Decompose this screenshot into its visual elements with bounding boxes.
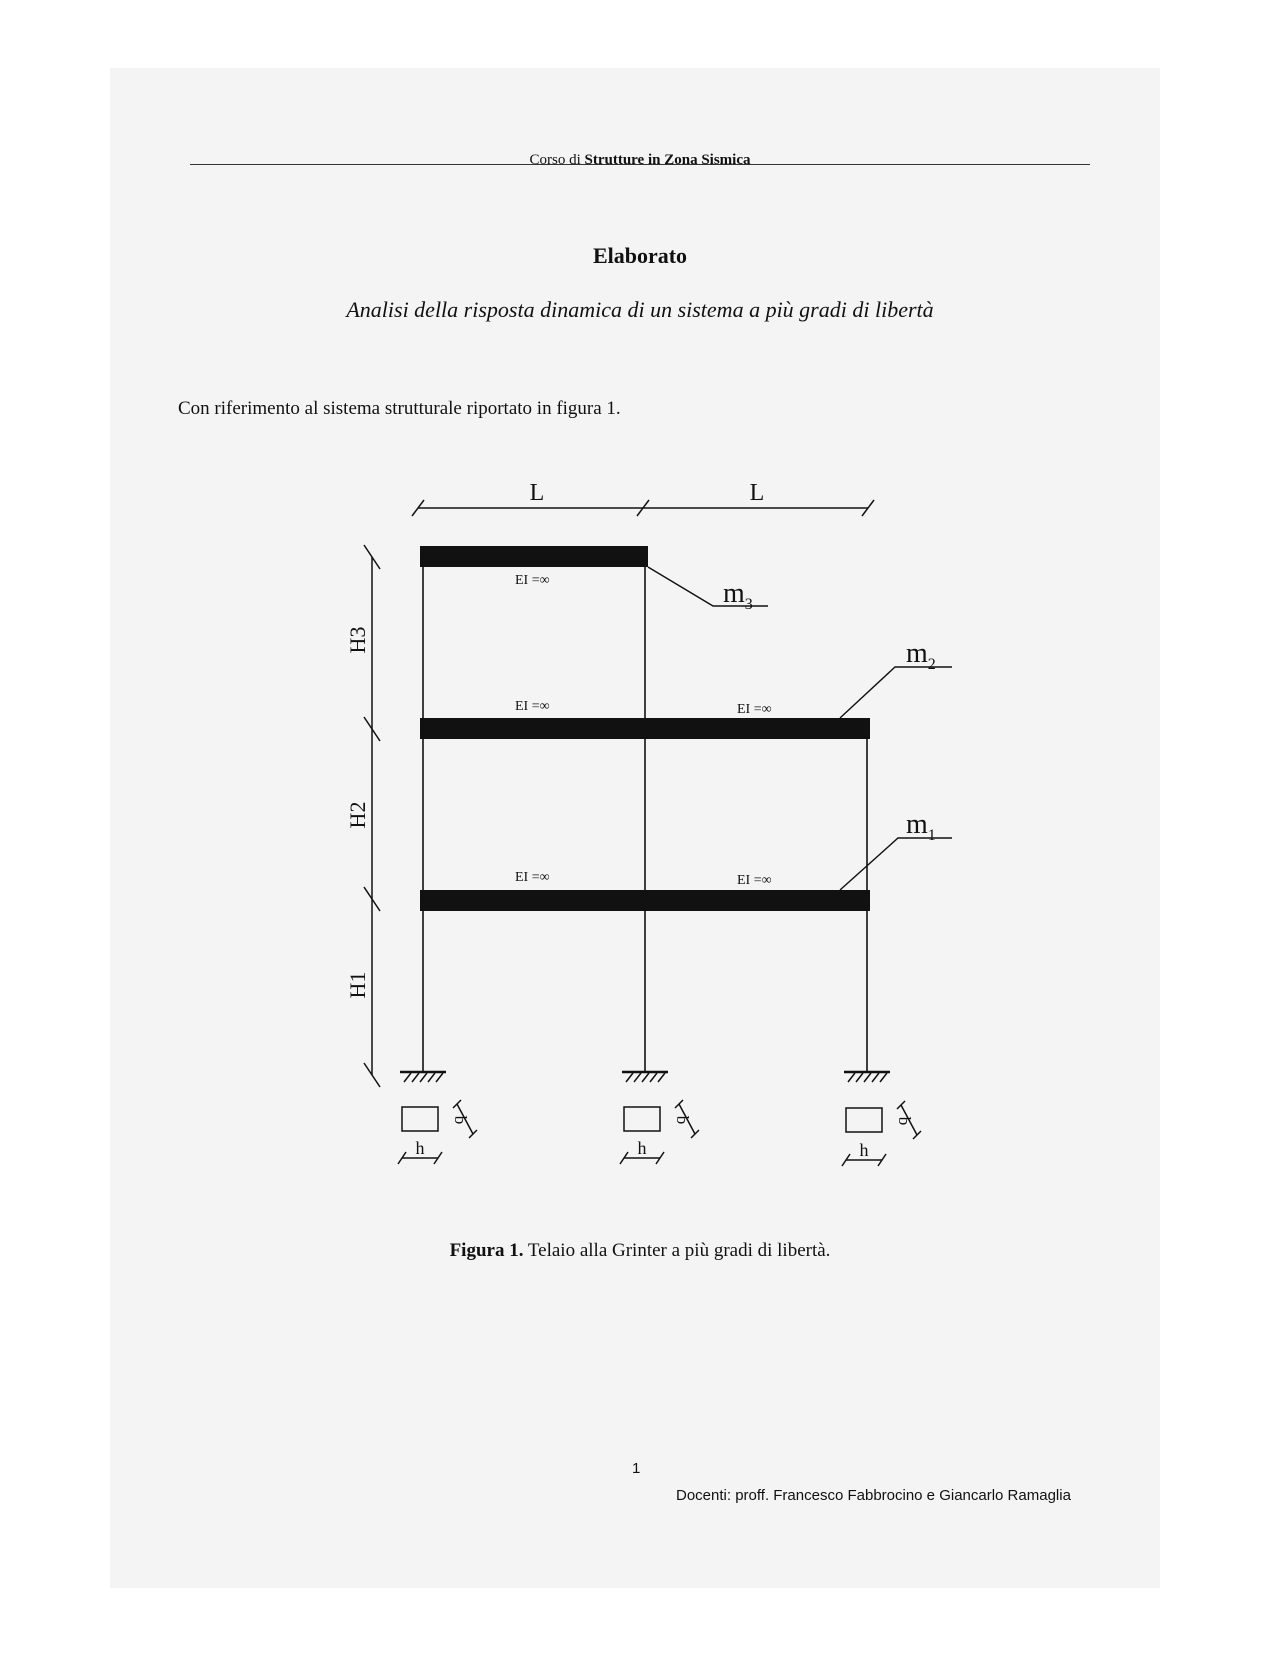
- height-label-h3: H3: [345, 626, 370, 654]
- height-label-h2: H2: [345, 801, 370, 829]
- height-label-h1: H1: [345, 971, 370, 999]
- page-title: Elaborato: [592, 243, 688, 268]
- header-prefix: Corso di: [529, 152, 581, 168]
- teachers-footer: Docenti: proff. Francesco Fabbrocino e Giancarlo Ramaglia: [676, 1487, 1071, 1504]
- page-number: 1: [632, 1460, 641, 1477]
- beam-floor-2: [420, 718, 870, 739]
- fixed-support-left: [400, 1072, 446, 1082]
- mass-label-m2: $m_2$: [906, 638, 936, 673]
- intro-paragraph: Con riferimento al sistema strutturale riportato in figura 1.: [178, 398, 621, 419]
- span-label-right: L: [749, 480, 765, 506]
- section-width-label-left: h: [415, 1138, 425, 1158]
- fixed-support-right: [844, 1072, 890, 1082]
- fixed-support-middle: [622, 1072, 668, 1082]
- span-label-left: L: [529, 480, 545, 506]
- column-section-middle: [620, 1100, 699, 1164]
- section-depth-label-left: b: [451, 1115, 470, 1125]
- stiffness-label-floor-1-right: EI =∞: [737, 873, 772, 888]
- stiffness-label-floor-2-left: EI =∞: [515, 699, 550, 714]
- mass-label-m1: $m_1$: [906, 809, 936, 844]
- column-section-left: [398, 1100, 477, 1164]
- stiffness-label-floor-1-left: EI =∞: [515, 870, 550, 885]
- stiffness-label-floor-2-right: EI =∞: [737, 702, 772, 717]
- stiffness-label-floor-3: EI =∞: [515, 573, 550, 588]
- span-dimension: [412, 500, 874, 516]
- column-section-right: [842, 1101, 921, 1166]
- beam-floor-3: [420, 546, 648, 567]
- caption-label: Figura 1.: [449, 1240, 524, 1261]
- figure-caption: [0, 1240, 1280, 1262]
- page-subtitle: Analisi della risposta dinamica di un sistema a più gradi di libertà: [346, 297, 934, 322]
- section-width-label-right: h: [859, 1140, 869, 1160]
- columns: [423, 567, 867, 1072]
- beam-floor-1: [420, 890, 870, 911]
- mass-label-m3: $m_3$: [723, 578, 753, 613]
- section-depth-label-right: b: [895, 1116, 914, 1126]
- section-width-label-middle: h: [637, 1138, 647, 1158]
- section-depth-label-middle: b: [673, 1115, 692, 1125]
- caption-text: Telaio alla Grinter a più gradi di libertà.: [527, 1240, 831, 1261]
- header-course: Strutture in Zona Sismica: [584, 152, 751, 168]
